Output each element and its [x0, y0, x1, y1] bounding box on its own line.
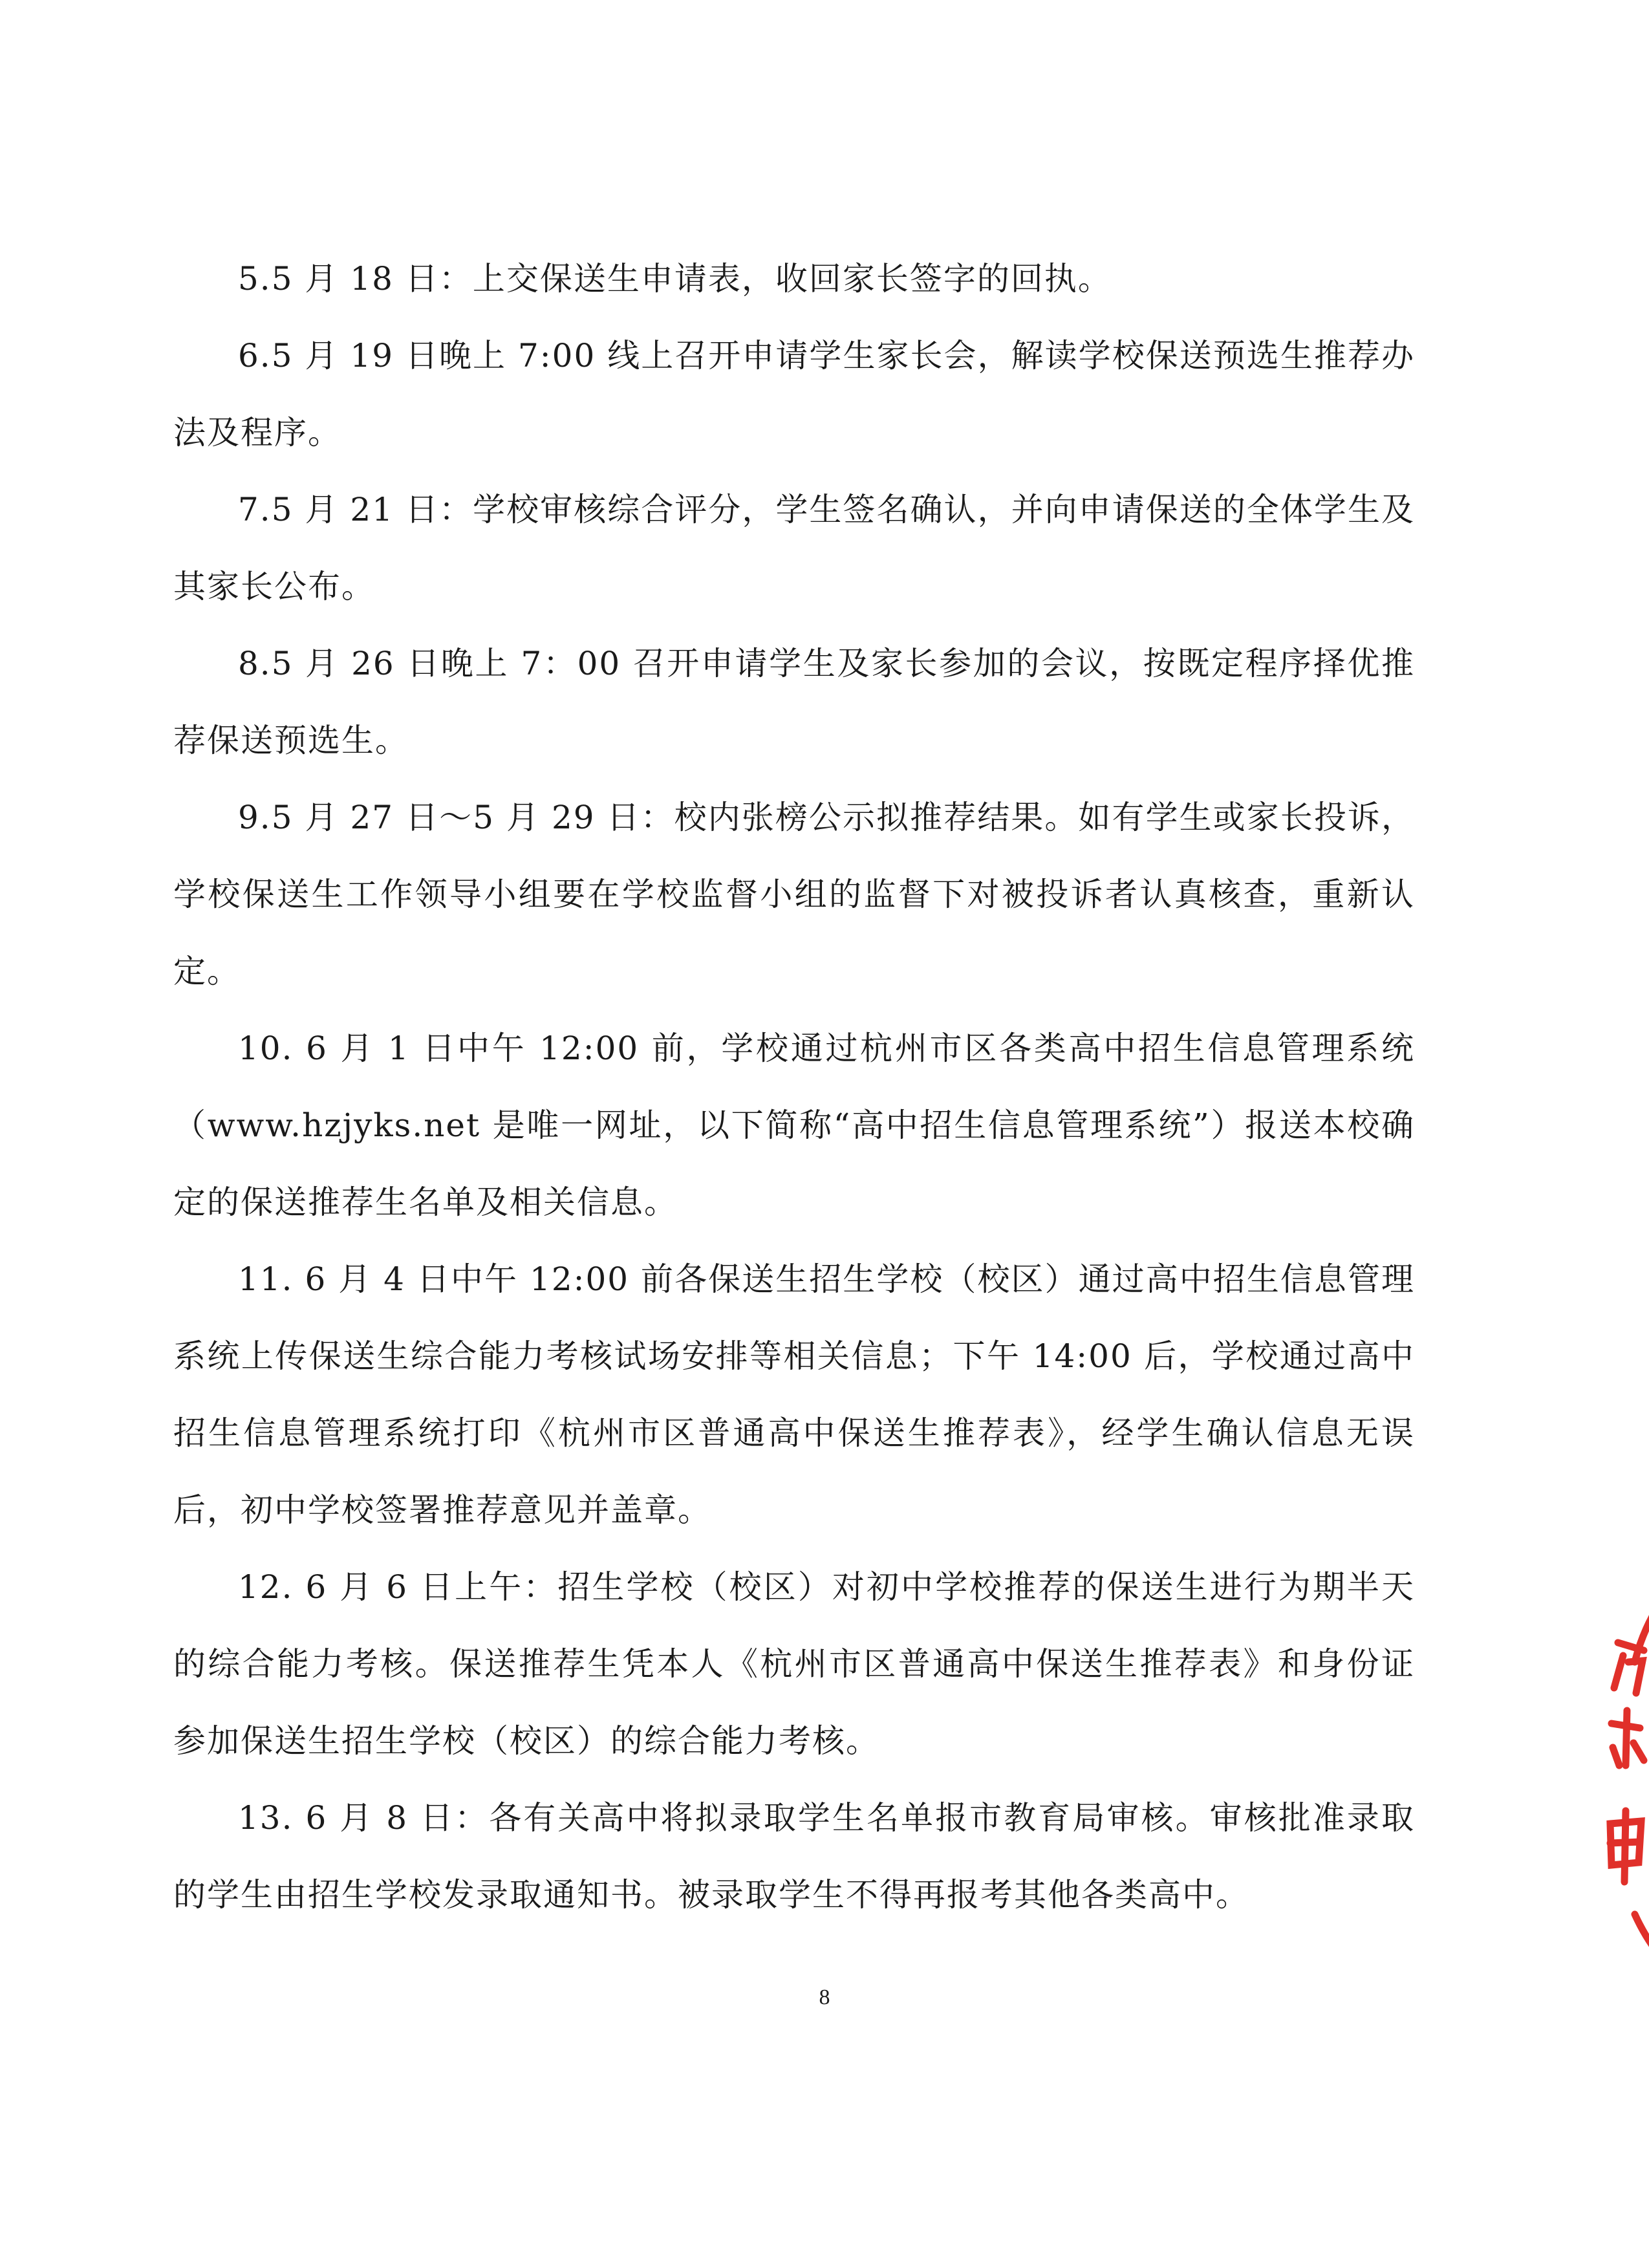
paragraph-item-13: 13. 6 月 8 日：各有关高中将拟录取学生名单报市教育局审核。审核批准录取的学生由招生学校发录取通知书。被录取学生不得再报考其他各类高中。: [173, 1799, 1415, 1914]
seal-icon: [1571, 1578, 1649, 1979]
paragraph-item-7: 7.5 月 21 日：学校审核综合评分，学生签名确认，并向申请保送的全体学生及其家长公布。: [173, 491, 1415, 605]
paragraph-item-12: 12. 6 月 6 日上午：招生学校（校区）对初中学校推荐的保送生进行为期半天的综合能力考核。保送推荐生凭本人《杭州市区普通高中保送生推荐表》和身份证参加保送生招生学校（校区）的综合能力考核。: [173, 1568, 1415, 1760]
paragraph-item-11: 11. 6 月 4 日中午 12:00 前各保送生招生学校（校区）通过高中招生信息管理系统上传保送生综合能力考核试场安排等相关信息；下午 14:00 后，学校通过高中招生信息管理系统打印《杭州市区普通高中保送生推荐表》，经学生确认信息无误后，初中学校签署推荐意见并盖章。: [173, 1260, 1415, 1529]
paragraph-item-9: 9.5 月 27 日～5 月 29 日：校内张榜公示拟推荐结果。如有学生或家长投诉，学校保送生工作领导小组要在学校监督小组的监督下对被投诉者认真核查，重新认定。: [173, 799, 1415, 990]
official-seal-fragment: [1571, 1578, 1649, 1979]
paragraph-item-8: 8.5 月 26 日晚上 7：00 召开申请学生及家长参加的会议，按既定程序择优推荐保送预选生。: [173, 645, 1415, 759]
paragraph-item-10: 10. 6 月 1 日中午 12:00 前，学校通过杭州市区各类高中招生信息管理系统（www.hzjyks.net 是唯一网址，以下简称“高中招生信息管理系统”）报送本校确定的保送推荐生名单及相关信息。: [173, 1030, 1415, 1221]
page-number: 8: [819, 1985, 830, 2009]
document-body: [173, 241, 1415, 1934]
paragraph-item-6: 6.5 月 19 日晚上 7:00 线上召开申请学生家长会，解读学校保送预选生推荐办法及程序。: [173, 337, 1415, 451]
paragraph-item-5: 5.5 月 18 日：上交保送生申请表，收回家长签字的回执。: [238, 260, 1112, 297]
